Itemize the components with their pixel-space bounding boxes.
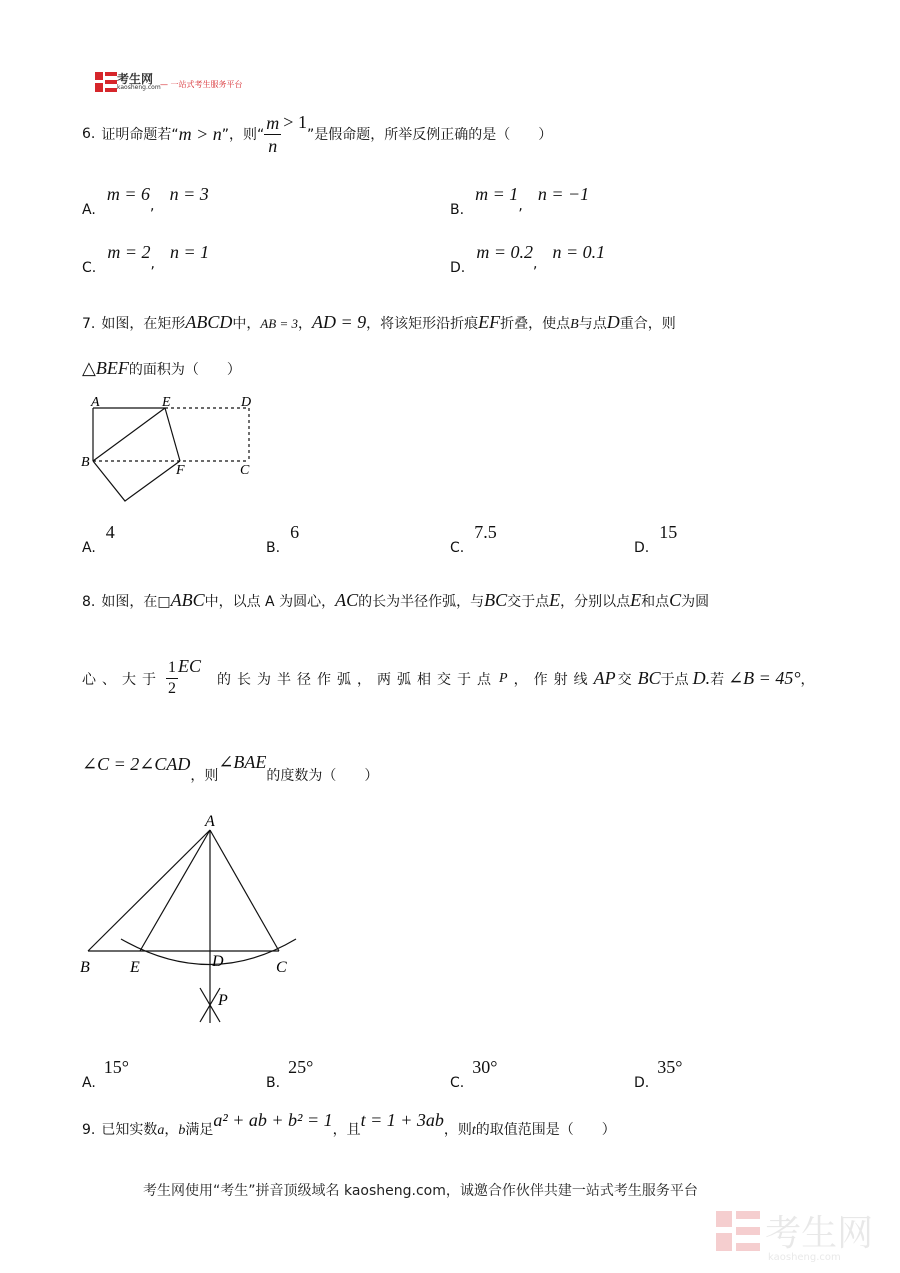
q8-option-c[interactable] bbox=[450, 1057, 498, 1091]
question-7 bbox=[82, 312, 676, 333]
question-6 bbox=[82, 104, 552, 164]
q8-text: 的长为半径作弧，两弧相交于点 bbox=[217, 671, 498, 688]
label-c: C bbox=[276, 959, 287, 976]
q8-box-glyph: □ bbox=[157, 594, 171, 610]
option-value: 25° bbox=[288, 1057, 314, 1077]
segment-ef bbox=[165, 408, 180, 461]
q9-math: b bbox=[178, 1123, 186, 1138]
header-logo bbox=[95, 72, 117, 96]
segment-be bbox=[93, 408, 165, 461]
label-c: C bbox=[240, 463, 250, 478]
q7-math: D bbox=[606, 312, 620, 332]
option-value-b: n = 1 bbox=[170, 242, 210, 262]
option-label: C. bbox=[450, 540, 465, 556]
q8-text: 中，以点 A 为圆心， bbox=[204, 594, 336, 610]
segment-ac bbox=[210, 830, 279, 951]
label-f: F bbox=[176, 463, 185, 478]
segment-ae bbox=[140, 830, 210, 951]
option-label: B. bbox=[266, 1075, 281, 1091]
q7-text: 的面积为（ ） bbox=[128, 362, 241, 378]
q8-text: 于点 bbox=[660, 671, 689, 688]
label-p: P bbox=[218, 992, 228, 1009]
q7-math: AD = 9 bbox=[312, 312, 367, 332]
q7-option-c[interactable] bbox=[450, 522, 497, 556]
question-9 bbox=[82, 1110, 616, 1139]
q9-text: ，则 bbox=[443, 1122, 472, 1138]
option-value-b: n = 3 bbox=[169, 184, 209, 204]
q7-math: ABCD bbox=[185, 312, 233, 332]
q9-math: a² + ab + b² = 1 bbox=[213, 1110, 333, 1130]
q6-fraction: $\frac{m}{n}$ bbox=[266, 112, 280, 156]
q8-text: ，分别以点 bbox=[560, 594, 631, 610]
q9-text: 满足 bbox=[185, 1122, 214, 1138]
option-label: C. bbox=[450, 1075, 465, 1091]
q7-math: B bbox=[570, 317, 579, 332]
logo-icon bbox=[95, 72, 117, 92]
q9-math: t bbox=[471, 1123, 476, 1138]
label-b: B bbox=[81, 455, 90, 470]
label-d: D bbox=[212, 953, 224, 970]
option-label: A. bbox=[82, 540, 96, 556]
option-label: B. bbox=[266, 540, 281, 556]
q7-figure bbox=[78, 390, 268, 510]
segment-ab bbox=[88, 830, 210, 951]
option-value-b: n = −1 bbox=[537, 184, 590, 204]
q8-math: C bbox=[669, 590, 682, 610]
q9-math: t = 1 + 3ab bbox=[360, 1110, 444, 1130]
q7-text: 如图，在矩形 bbox=[101, 316, 186, 332]
option-label: D. bbox=[450, 260, 466, 276]
header-slogan: — 一站式考生服务平台 bbox=[160, 80, 243, 89]
q7-option-b[interactable] bbox=[266, 522, 300, 556]
q8-figure bbox=[78, 808, 308, 1030]
folded-flap bbox=[93, 461, 180, 501]
option-value: 30° bbox=[472, 1057, 498, 1077]
q9-text: ， bbox=[164, 1122, 179, 1138]
q8-math: ∠B = 45° bbox=[728, 668, 801, 688]
q8-math: EC bbox=[178, 656, 202, 676]
q7-math: AB = 3 bbox=[260, 316, 299, 331]
header-logo-domain: kaosheng.com bbox=[117, 84, 161, 91]
q7-option-d[interactable] bbox=[634, 522, 678, 556]
q7-text: 折叠，使点 bbox=[500, 316, 571, 332]
q6-condition: m > n bbox=[178, 123, 222, 144]
q8-text: ，则 bbox=[190, 768, 219, 784]
option-label: A. bbox=[82, 202, 96, 218]
q9-text: ，且 bbox=[332, 1122, 361, 1138]
option-label: D. bbox=[634, 1075, 650, 1091]
q8-option-d[interactable] bbox=[634, 1057, 683, 1091]
label-a: A bbox=[91, 395, 100, 410]
option-value-b: n = 0.1 bbox=[552, 242, 606, 262]
arc-centered-a bbox=[121, 939, 296, 965]
option-value-a: m = 6 bbox=[106, 184, 151, 204]
q6-option-a[interactable]: A. m = 6, n = 3 bbox=[82, 184, 209, 218]
q8-option-a[interactable] bbox=[82, 1057, 129, 1091]
q6-text-a: 证明命题若“ bbox=[101, 127, 179, 143]
label-e: E bbox=[130, 959, 140, 976]
q8-math: AP bbox=[593, 668, 616, 688]
q7-text: ， bbox=[298, 316, 313, 332]
option-value: 15 bbox=[659, 522, 678, 542]
option-label: C. bbox=[82, 260, 97, 276]
q8-math: D. bbox=[692, 668, 711, 688]
q8-math: ∠C = 2∠CAD bbox=[82, 754, 191, 774]
header-logo-text: 考生网 bbox=[117, 72, 154, 86]
q8-text: 和点 bbox=[641, 594, 670, 610]
q8-line-2 bbox=[82, 656, 815, 697]
question-8 bbox=[82, 590, 709, 611]
q8-text: 的度数为（ ） bbox=[266, 768, 379, 784]
q8-text: 为圆 bbox=[681, 594, 710, 610]
q6-text-b: ”，则“ bbox=[221, 127, 265, 143]
q8-text: ， bbox=[800, 671, 815, 688]
q8-text: 交于点 bbox=[507, 594, 550, 610]
q8-math: ∠BAE bbox=[218, 752, 267, 772]
q8-line-3 bbox=[82, 752, 379, 784]
label-d: D bbox=[241, 395, 252, 410]
option-value: 4 bbox=[105, 522, 115, 542]
q7-math: EF bbox=[478, 312, 501, 332]
q8-half-fraction: $\frac{1}{2}$ bbox=[168, 659, 176, 697]
q9-text: 已知实数 bbox=[101, 1122, 158, 1138]
q6-option-b[interactable]: B. m = 1, n = −1 bbox=[450, 184, 590, 218]
option-label: A. bbox=[82, 1075, 96, 1091]
q8-text: 心、大于 bbox=[82, 671, 162, 688]
q8-text: ，作射线 bbox=[513, 671, 594, 688]
q8-math: BC bbox=[484, 590, 508, 610]
watermark-logo-icon bbox=[716, 1211, 760, 1251]
watermark-text: 考生网 bbox=[765, 1213, 874, 1254]
option-label: B. bbox=[450, 202, 465, 218]
label-a: A bbox=[205, 813, 215, 830]
watermark bbox=[716, 1205, 873, 1263]
q8-math: BC bbox=[637, 668, 661, 688]
option-value: 15° bbox=[103, 1057, 129, 1077]
label-e: E bbox=[162, 395, 171, 410]
q7-text: ，将该矩形沿折痕 bbox=[366, 316, 479, 332]
q9-text: 的取值范围是（ ） bbox=[475, 1122, 616, 1138]
q6-number: 6. bbox=[82, 126, 96, 142]
q7-text: 重合，则 bbox=[619, 316, 676, 332]
q8-text: 交 bbox=[617, 671, 632, 688]
q6-text-c: ”是假命题，所举反例正确的是（ ） bbox=[306, 127, 553, 143]
option-value-a: m = 2 bbox=[107, 242, 151, 262]
option-value: 7.5 bbox=[474, 522, 497, 542]
option-label: D. bbox=[634, 540, 650, 556]
option-value-a: m = 1 bbox=[475, 184, 519, 204]
q8-math: E bbox=[630, 590, 642, 610]
label-b: B bbox=[80, 959, 90, 976]
q8-math: AC bbox=[335, 590, 359, 610]
q8-math: P bbox=[499, 670, 508, 686]
q8-number: 8. bbox=[82, 594, 96, 610]
q7-math: △BEF bbox=[82, 358, 129, 378]
q8-text: 的长为半径作弧，与 bbox=[358, 594, 485, 610]
footer-text: 考生网使用“考生”拼音顶级域名 kaosheng.com，诚邀合作伙伴共建一站式考生服务平台 bbox=[143, 1183, 698, 1199]
q7-text: 与点 bbox=[578, 316, 607, 332]
q8-math: ABC bbox=[170, 590, 205, 610]
watermark-domain: kaosheng.com bbox=[768, 1252, 841, 1263]
q8-option-b[interactable] bbox=[266, 1057, 314, 1091]
q7-text: 中， bbox=[232, 316, 261, 332]
q9-math: a bbox=[157, 1123, 165, 1138]
q8-math: E bbox=[549, 590, 561, 610]
option-value: 6 bbox=[290, 522, 300, 542]
q8-text: 若 bbox=[710, 671, 725, 688]
q7-line-2 bbox=[82, 358, 241, 379]
q9-number: 9. bbox=[82, 1122, 96, 1138]
q6-option-c[interactable]: C. m = 2, n = 1 bbox=[82, 242, 210, 276]
q7-option-a[interactable] bbox=[82, 522, 115, 556]
q6-option-d[interactable]: D. m = 0.2, n = 0.1 bbox=[450, 242, 606, 276]
q6-frac-rel: > 1 bbox=[283, 111, 307, 132]
option-value-a: m = 0.2 bbox=[476, 242, 533, 262]
q7-number: 7. bbox=[82, 316, 96, 332]
q8-text: 如图，在 bbox=[101, 594, 158, 610]
option-value: 35° bbox=[657, 1057, 683, 1077]
